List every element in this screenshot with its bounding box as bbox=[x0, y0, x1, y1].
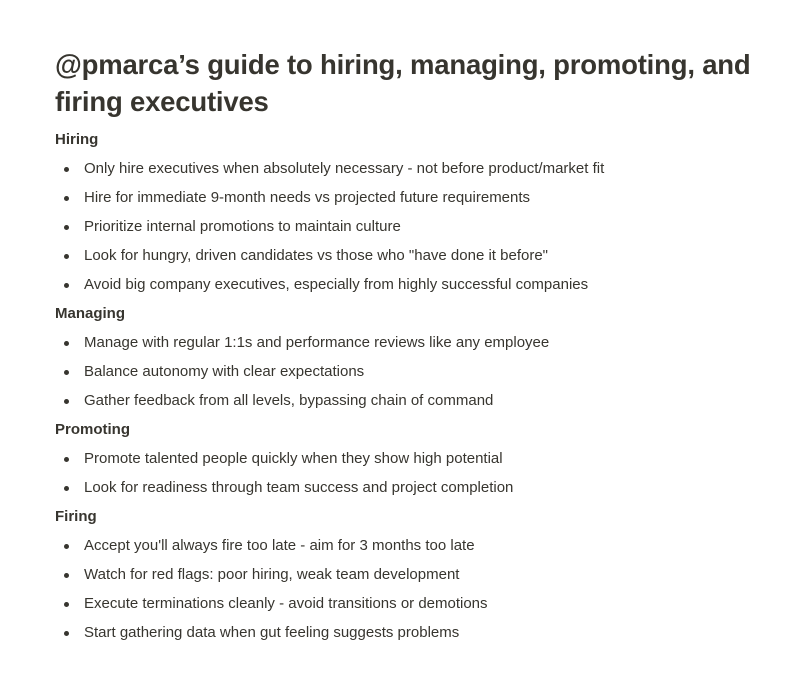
list-item-text: Prioritize internal promotions to maintain culture bbox=[84, 218, 401, 235]
bullet-dot-icon bbox=[64, 573, 69, 578]
section-heading-managing: Managing bbox=[55, 305, 125, 322]
list-item bbox=[55, 329, 763, 358]
list-item bbox=[55, 271, 763, 300]
list-item bbox=[55, 242, 763, 271]
bullet-dot-icon bbox=[64, 370, 69, 375]
list-item bbox=[55, 619, 763, 648]
list-item bbox=[55, 184, 763, 213]
list-item bbox=[55, 445, 763, 474]
list-item-text: Promote talented people quickly when they show high potential bbox=[84, 450, 503, 467]
list-item-text: Accept you'll always fire too late - aim for 3 months too late bbox=[84, 537, 475, 554]
list-item-text: Avoid big company executives, especially from highly successful companies bbox=[84, 276, 589, 293]
bullet-dot-icon bbox=[64, 631, 69, 636]
bullet-dot-icon bbox=[64, 486, 69, 491]
page-title: @pmarca’s guide to hiring, managing, promoting, and firing executives bbox=[55, 49, 751, 117]
list-item-text: Look for readiness through team success and project completion bbox=[84, 479, 514, 496]
list-item-text: Start gathering data when gut feeling suggests problems bbox=[84, 624, 460, 641]
bullet-dot-icon bbox=[64, 254, 69, 259]
bullet-dot-icon bbox=[64, 196, 69, 201]
section-promoting bbox=[55, 416, 763, 503]
list-item-text: Execute terminations cleanly - avoid transitions or demotions bbox=[84, 595, 488, 612]
section-firing bbox=[55, 503, 763, 648]
list-item bbox=[55, 358, 763, 387]
list-item-text: Watch for red flags: poor hiring, weak team development bbox=[84, 566, 460, 583]
list-item bbox=[55, 387, 763, 416]
bullet-list-promoting bbox=[55, 445, 763, 503]
list-item-text: Gather feedback from all levels, bypassing chain of command bbox=[84, 392, 494, 409]
bullet-dot-icon bbox=[64, 167, 69, 172]
list-item-text: Manage with regular 1:1s and performance reviews like any employee bbox=[84, 334, 550, 351]
section-heading-promoting: Promoting bbox=[55, 421, 130, 438]
bullet-dot-icon bbox=[64, 283, 69, 288]
bullet-list-managing bbox=[55, 329, 763, 416]
list-item-text: Look for hungry, driven candidates vs those who "have done it before" bbox=[84, 247, 548, 264]
section-hiring bbox=[55, 126, 763, 300]
list-item bbox=[55, 561, 763, 590]
section-heading-hiring: Hiring bbox=[55, 131, 99, 148]
bullet-dot-icon bbox=[64, 602, 69, 607]
bullet-dot-icon bbox=[64, 544, 69, 549]
section-heading-firing: Firing bbox=[55, 508, 97, 525]
list-item bbox=[55, 474, 763, 503]
bullet-dot-icon bbox=[64, 399, 69, 404]
list-item-text: Only hire executives when absolutely necessary - not before product/market fit bbox=[84, 160, 605, 177]
list-item-text: Hire for immediate 9-month needs vs projected future requirements bbox=[84, 189, 531, 206]
bullet-dot-icon bbox=[64, 341, 69, 346]
bullet-dot-icon bbox=[64, 225, 69, 230]
bullet-list-firing bbox=[55, 532, 763, 648]
list-item bbox=[55, 590, 763, 619]
list-item bbox=[55, 532, 763, 561]
list-item bbox=[55, 213, 763, 242]
list-item bbox=[55, 155, 763, 184]
list-item-text: Balance autonomy with clear expectations bbox=[84, 363, 365, 380]
bullet-list-hiring bbox=[55, 155, 763, 300]
section-managing bbox=[55, 300, 763, 416]
bullet-dot-icon bbox=[64, 457, 69, 462]
